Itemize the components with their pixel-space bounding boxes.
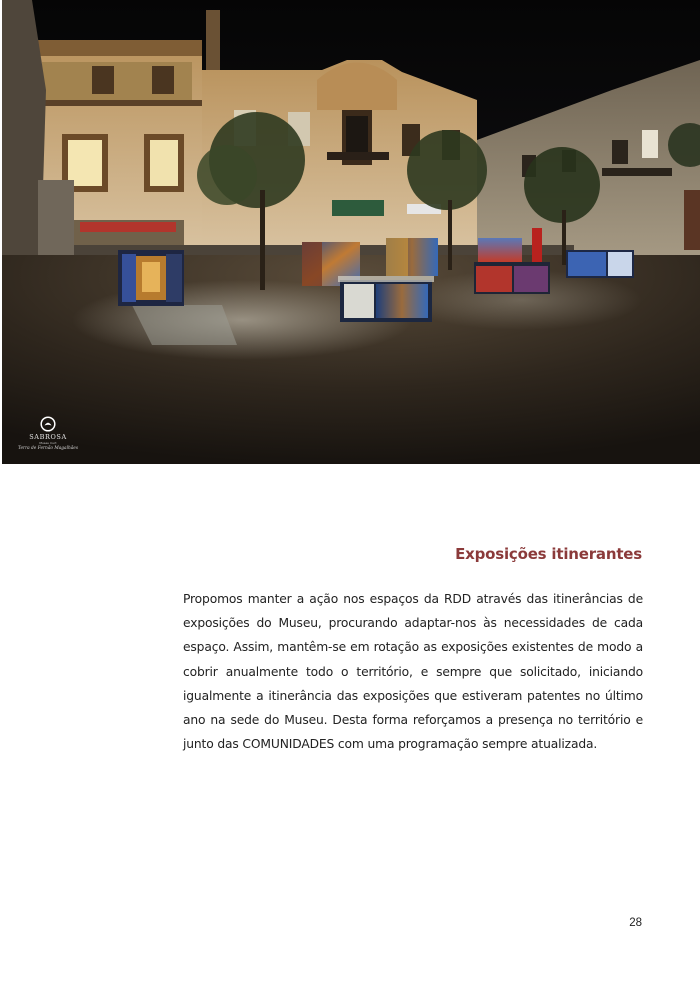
logo-subtitle: Museu Curt <box>39 441 57 445</box>
sabrosa-museum-logo <box>16 416 80 460</box>
page-number: 28 <box>629 917 642 929</box>
logo-name: SABROSA <box>29 433 67 441</box>
section-heading: Exposições itinerantes <box>455 545 642 563</box>
body-paragraph: Propomos manter a ação nos espaços da RDD através das itinerâncias de exposições do Museu, procurando adaptar-nos às necessidades de cada espaço. Assim, mantêm-se em rotação as exposições existentes de modo a cobrir anualmente todo o território, e sempre que solicitado, iniciando igualmente a itinerância das exposições que estiveram patentes no último ano na sede do Museu. Desta forma reforçamos a presença no território e junto das COMUNIDADES com uma programação sempre atualizada. <box>183 592 643 752</box>
night-square-exhibition-photo <box>2 0 700 464</box>
logo-credit: Terra de Fernão Magalhães <box>17 446 79 451</box>
sabrosa-emblem-icon <box>40 416 56 432</box>
